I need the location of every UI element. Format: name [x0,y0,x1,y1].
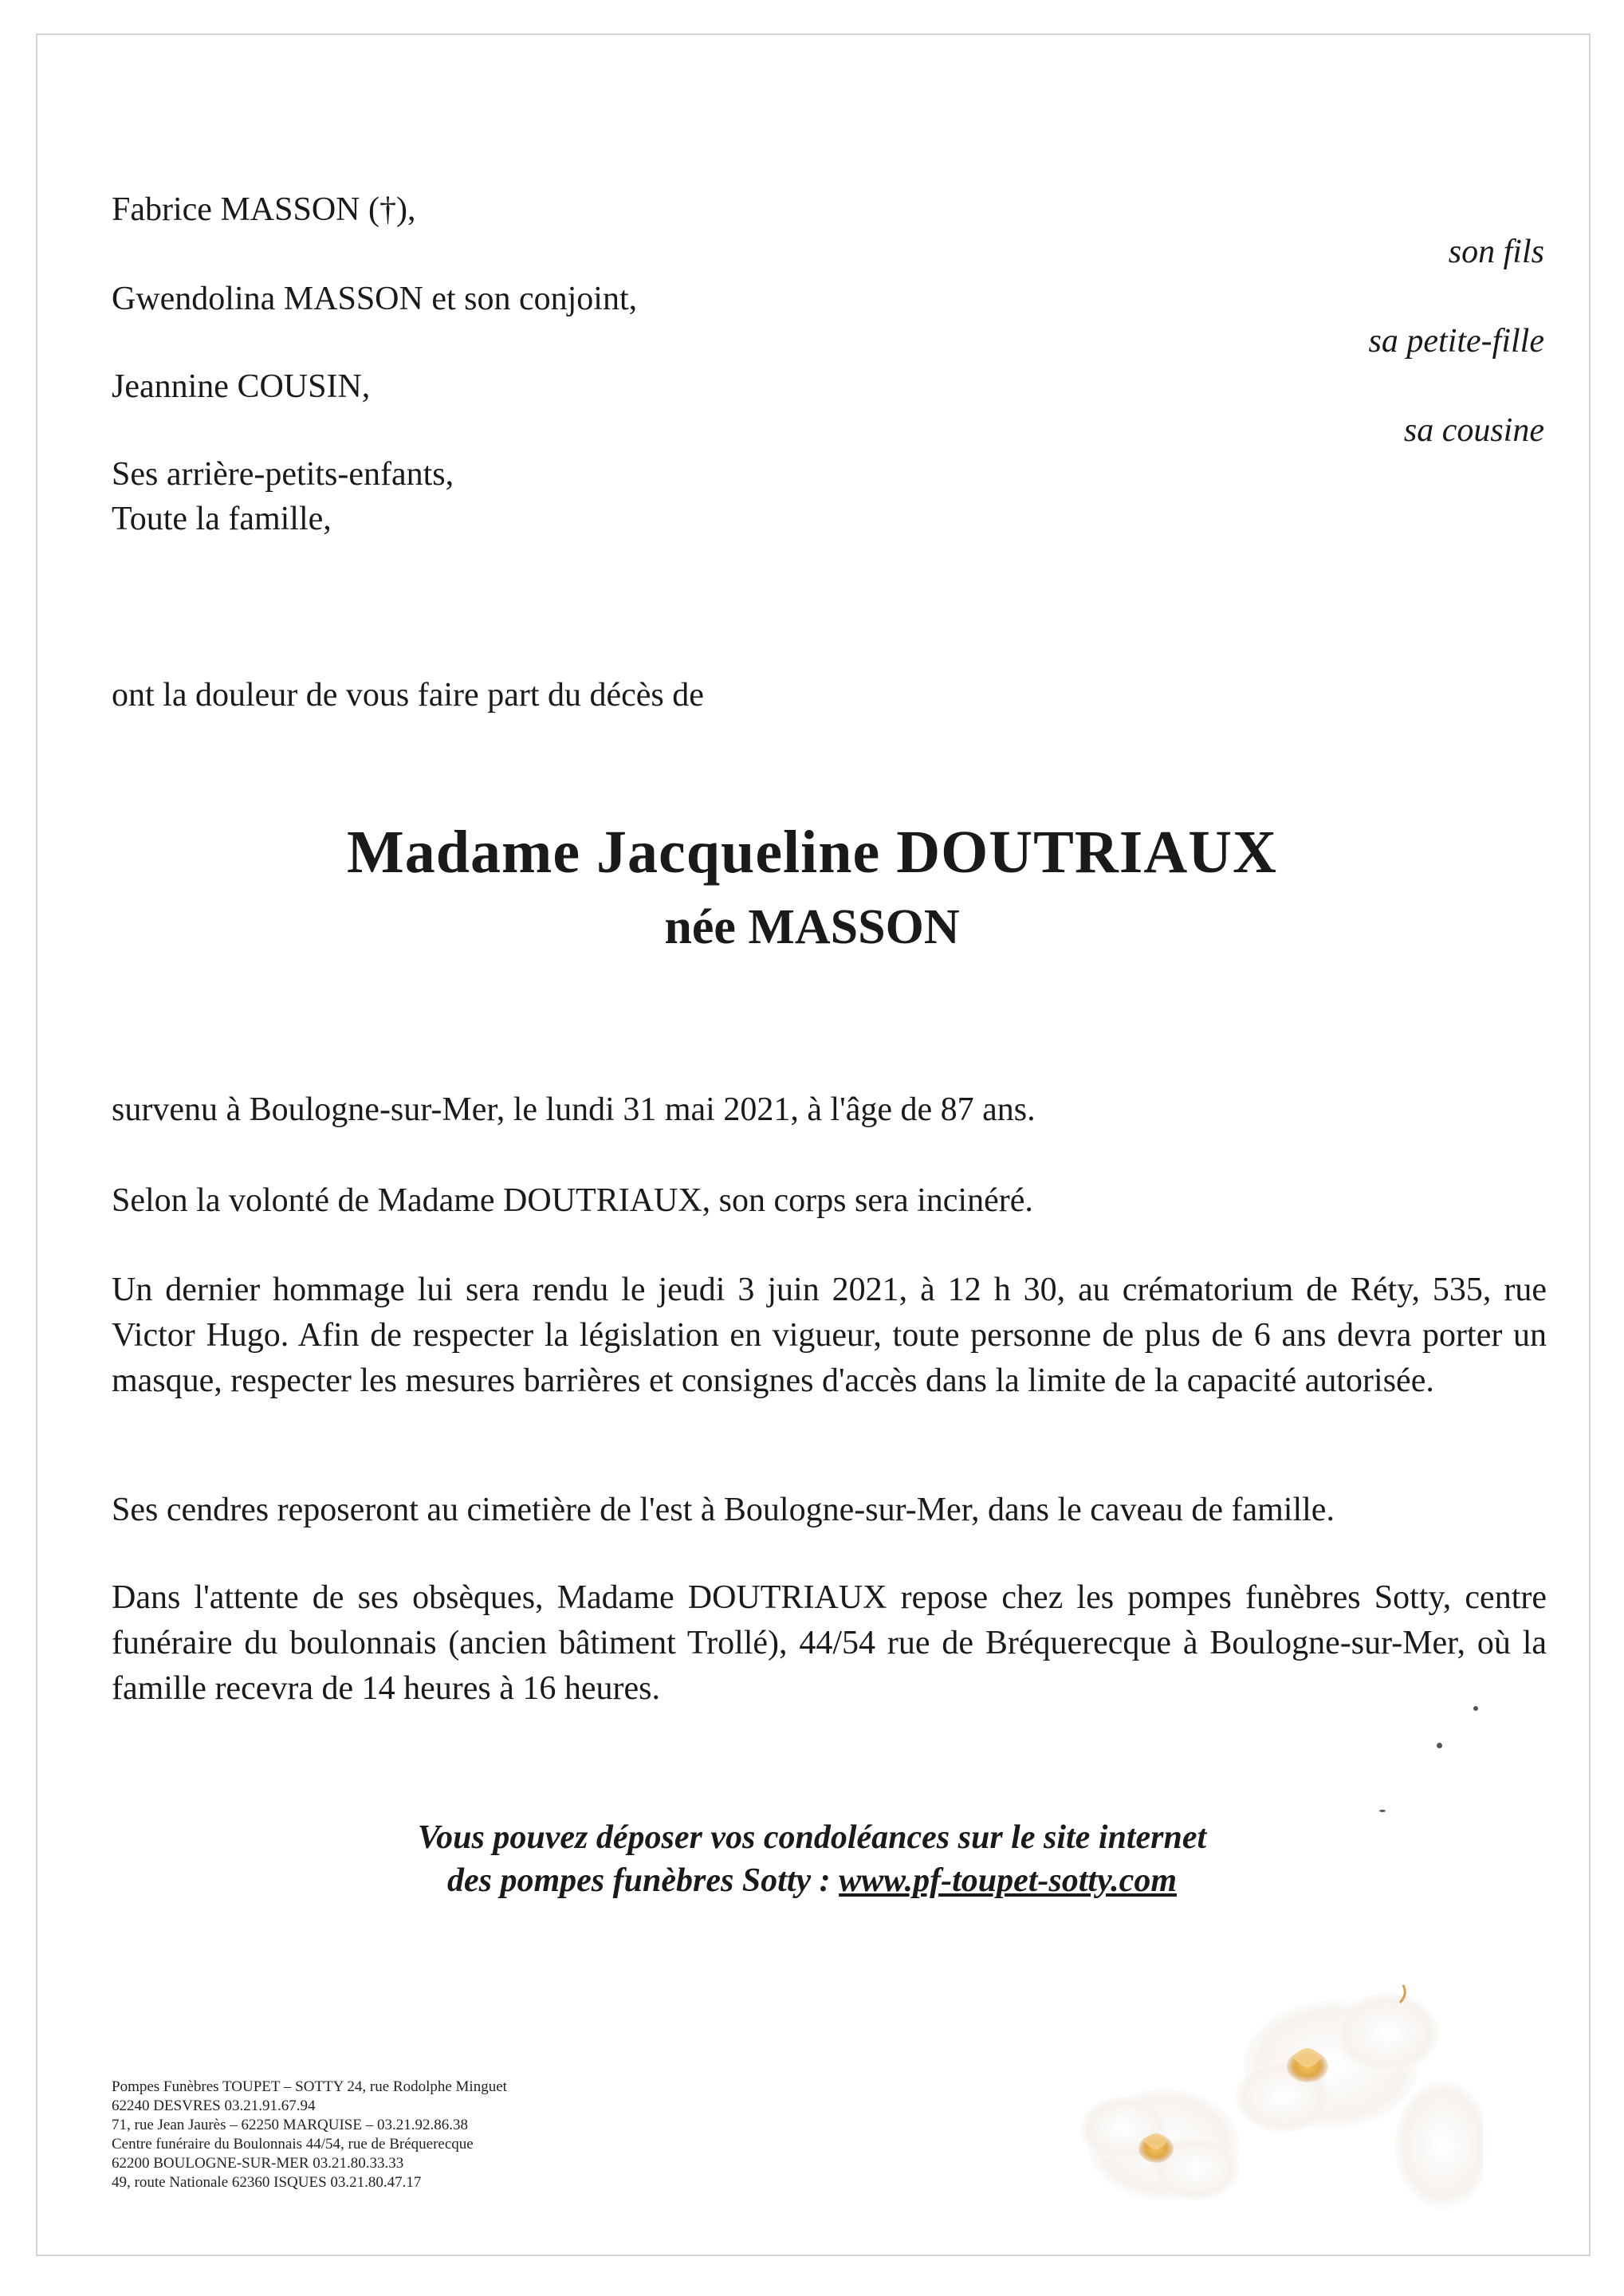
family-member-fabrice: Fabrice MASSON (†), [112,191,416,228]
footer-line: Centre funéraire du Boulonnais 44/54, rue de Bréquerecque [112,2136,474,2152]
deceased-name: Madame Jacqueline DOUTRIAUX [347,819,1277,886]
condolences-prefix: des pompes funèbres Sotty : [446,1862,840,1899]
footer-line: 62200 BOULOGNE-SUR-MER 03.21.80.33.33 [112,2155,404,2172]
condolences-line-1: Vous pouvez déposer vos condoléances sur le site internet [417,1819,1207,1856]
death-details: survenu à Boulogne-sur-Mer, le lundi 31 mai 2021, à l'âge de 87 ans. [112,1091,1036,1128]
funeral-home-footer [112,2078,507,2192]
family-member-gwendolina: Gwendolina MASSON et son conjoint, [112,281,638,317]
footer-line: 71, rue Jean Jaurès – 62250 MARQUISE – 03.21.92.86.38 [112,2117,468,2133]
footer-line: 49, route Nationale 62360 ISQUES 03.21.80.47.17 [112,2174,422,2191]
maiden-name: née MASSON [664,900,960,954]
footer-line: Pompes Funèbres TOUPET – SOTTY 24, rue Rodolphe Minguet [112,2078,507,2095]
scan-speck [1379,1810,1386,1812]
footer-line: 62240 DESVRES 03.21.91.67.94 [112,2097,316,2114]
orchid-flowers-image [1068,1977,1483,2216]
scan-speck [1437,1743,1442,1748]
relation-granddaughter: sa petite-fille [1368,323,1544,360]
visitation-details: Dans l'attente de ses obsèques, Madame DOUTRIAUX repose chez les pompes funèbres Sotty, centre funéraire du boulonnais (ancien bâtiment Trollé), 44/54 rue de Bréquerecque à Boulogne-sur-Mer, où la famille recevra de 14 heures à 16 heures. [112,1579,1547,1707]
condolences-line-2 [0,1859,1624,1902]
relation-son: son fils [1448,234,1544,270]
announcement-intro: ont la douleur de vous faire part du décès de [112,677,704,714]
relation-cousin: sa cousine [1403,412,1544,449]
scan-speck [1473,1706,1478,1711]
family-great-grandchildren: Ses arrière-petits-enfants, [112,456,454,493]
cremation-note: Selon la volonté de Madame DOUTRIAUX, son corps sera incinéré. [112,1182,1033,1219]
family-member-jeannine: Jeannine COUSIN, [112,368,371,405]
condolences-block [0,1816,1624,1902]
ceremony-details: Un dernier hommage lui sera rendu le jeudi 3 juin 2021, à 12 h 30, au crématorium de Réty, 535, rue Victor Hugo. Afin de respecter la législation en vigueur, toute personne de plus de 6 ans devra porter un masque, respecter les mesures barrières et consignes d'accès dans la limite de la capacité autorisée. [112,1272,1547,1399]
orchid-left [1080,2089,1240,2200]
condolences-website-link[interactable]: www.pf-toupet-sotty.com [839,1862,1177,1899]
ashes-note: Ses cendres reposeront au cimetière de l'est à Boulogne-sur-Mer, dans le caveau de famille. [112,1492,1335,1528]
family-whole: Toute la famille, [112,501,332,537]
